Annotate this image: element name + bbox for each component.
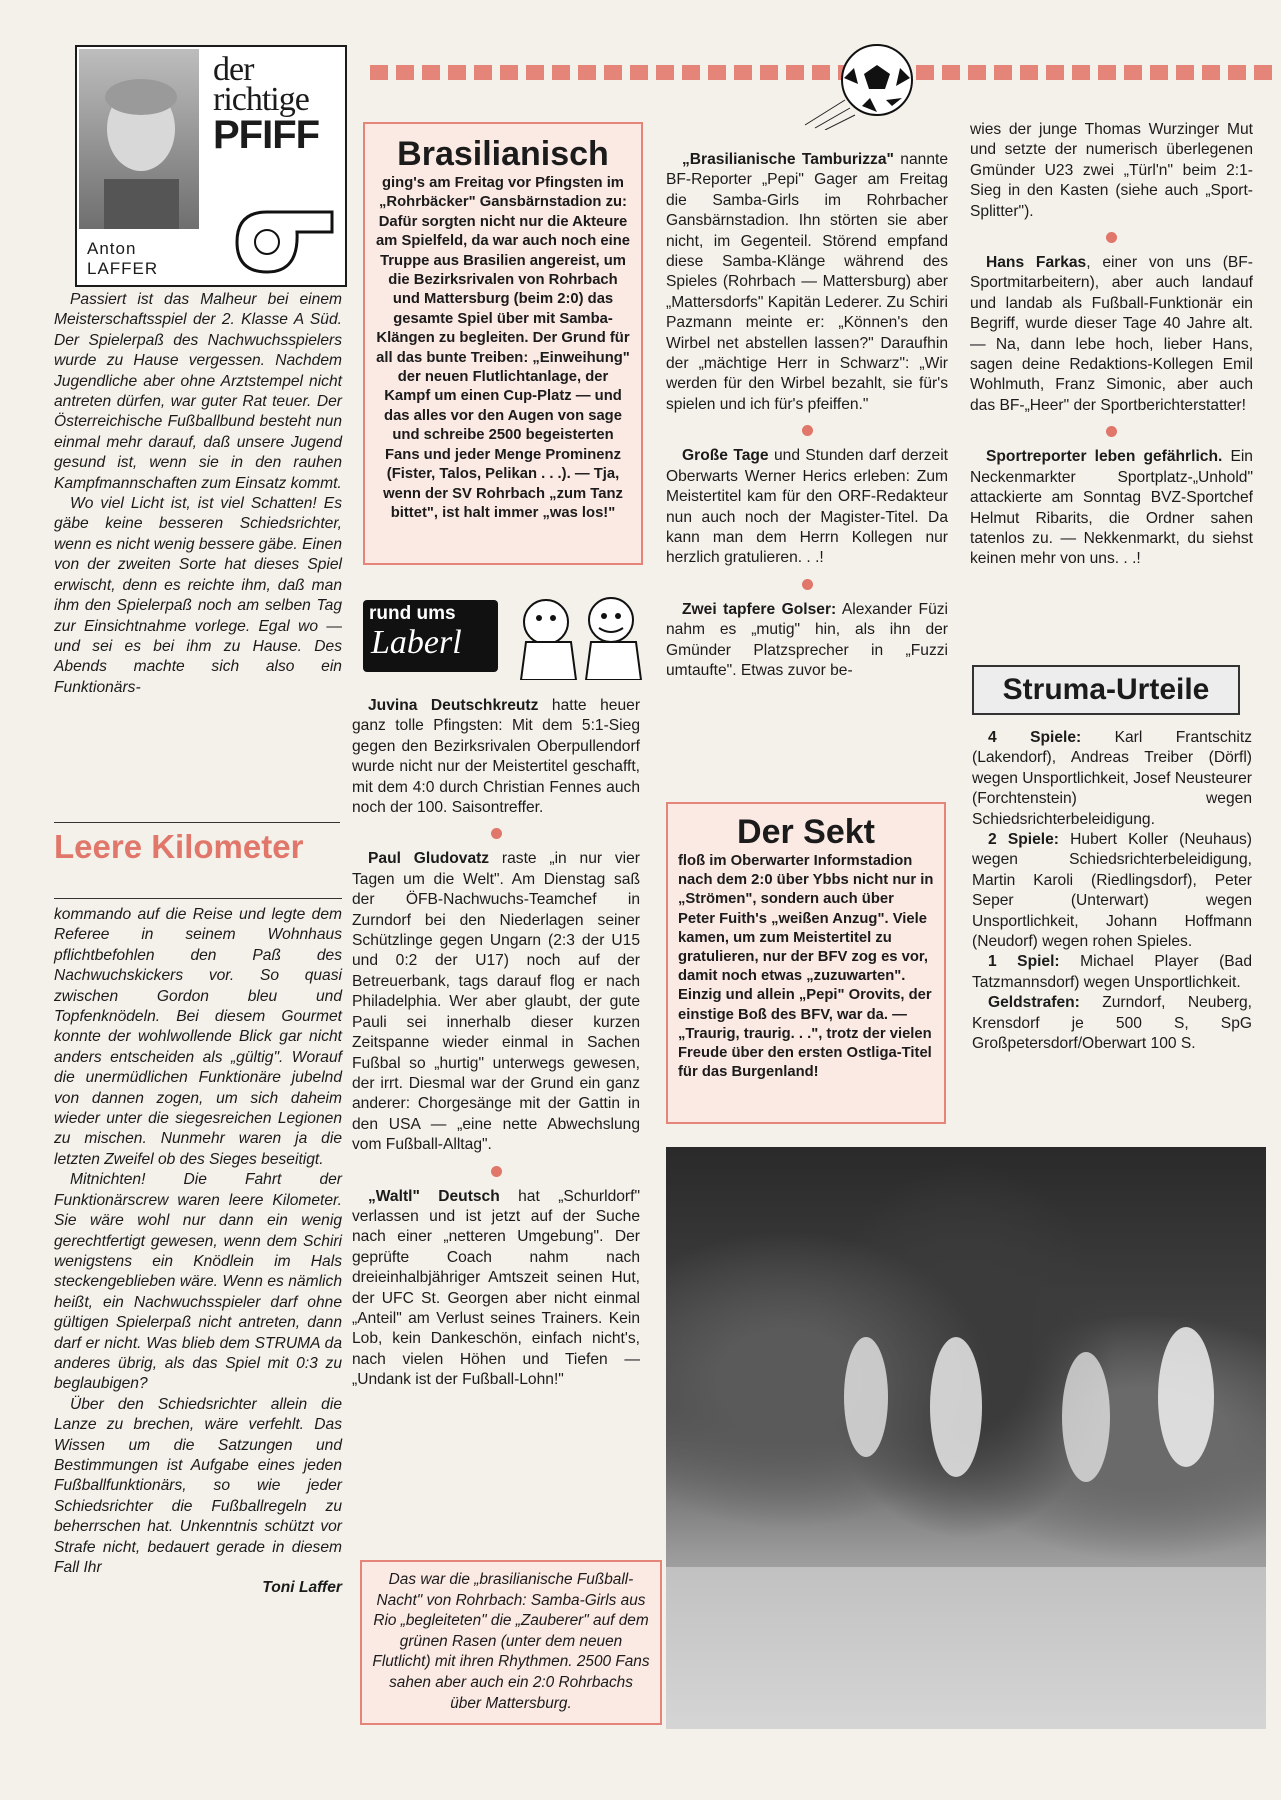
column2-item-lead: „Waltl" Deutsch [368, 1187, 500, 1205]
bullet-dot [1106, 232, 1117, 243]
column1-paragraph: Über den Schiedsrichter allein die Lanze zu brechen, wäre verfehlt. Das Wissen um die Satzungen und Bestimmungen ist Aufgabe eines jeden Fußballfunktionärs, so wie jeder Schiedsrichter die Fußballregeln zu beherrschen hat. Unkenntnis schützt vor Strafe nicht, bedauert gerade in diesem Fall Ihr [54, 1395, 342, 1576]
column3-item [666, 150, 948, 415]
cartoon-referees-icon [501, 592, 646, 680]
column2-item [352, 849, 640, 1155]
column2-item-text: hatte heuer ganz tolle Pfingsten: Mit dem 5:1-Sieg gegen den Bezirksrivalen Oberpullendorf wurde nicht nur der Meistertitel geschafft, mit dem 4:0 durch Christian Fennes auch noch der 100. Saisontreffer. [352, 697, 641, 817]
soccer-ball-icon [800, 40, 920, 130]
column1-paragraph: Wo viel Licht ist, ist viel Schatten! Es gäbe keine besseren Schiedsrichter, wenn es nicht wenig bessere gäbe. Einen von der zweiten Sorte hat dieses Spiel erwischt, denn es reichte ihm, daß man ihm den Spielerpaß noch am selben Tag zur Einsichtnahme vorlege. Egal wo — und sei es bei ihm zu Hause. Des Abends machte sich also ein Funktionärs- [54, 495, 342, 696]
column4-item-text: Ein Neckenmarkter Sportplatz-„Unhold" attackierte am Sonntag BVZ-Sportchef Helmut Ribarits, die Ordner sahen tatenlos zu. — Nekkenmarkt, du siehst keinen mehr von uns. . .! [970, 448, 1253, 568]
author-last-name: LAFFER [87, 259, 159, 278]
bullet-dot [1106, 426, 1117, 437]
struma-entry [972, 830, 1252, 952]
struma-entry [972, 993, 1252, 1054]
column1-paragraph: kommando auf die Reise und legte dem Referee in seinem Wohnhaus pflichtbefohlen den Paß des Nachwuchskickers vor. So quasi zwischen Gordon bleu und Topfenknödeln. Bei diesem Gourmet konnte der wohlwollende Blick gar nicht anders entscheiden als „gültig". Worauf die unermüdlichen Funktionäre jubelnd von dannen zogen, um sich daheim wieder unter die siegesreichen Legionen zu mischen. Nunmehr waren ja die letzten Zweifel ob des Sieges beseitigt. [54, 906, 342, 1168]
column2-item-lead: Juvina Deutschkreutz [368, 697, 539, 714]
column3-item-lead: „Brasilianische Tamburizza" [682, 151, 894, 168]
column4-item-lead: Hans Farkas [986, 254, 1087, 272]
column2-item-text: hat „Schurldorf" verlassen und ist jetzt auf der Suche nach einer „netteren Umgebung". Der geprüfte Coach nahm nach dreieinhalbjähriger Amtszeit seinen Hut, der UFC St. Georgen aber nicht einmal „Anteil" am Verlust seines Trainers. Kein Lob, kein Dankeschön, einfach nicht's, nach vielen Höhen und Tiefen — „Undank ist der Fußball-Lohn!" [352, 1187, 640, 1389]
column3-item [666, 600, 948, 682]
struma-entry-text: Michael Player (Bad Tatzmannsdorf) wegen Unsportlichkeit. [972, 953, 1253, 991]
column1-body-a [54, 290, 342, 698]
signature: Toni Laffer [262, 1579, 342, 1597]
logo-line2: Laberl [371, 624, 462, 661]
section-title-leere-kilometer [54, 822, 340, 865]
struma-entry-lead: 2 Spiele: [988, 831, 1059, 849]
header-word-richtige: richtige [213, 81, 309, 118]
photo-caption: Das war die „brasilianische Fußball-Nacht" von Rohrbach: Samba-Girls aus Rio „begleiteten" die „Zauberer" auf dem grünen Rasen (unter dem neuen Flutlicht) mit ihren Rhythmen. 2500 Fans sahen aber auch ein 2:0 Rohrbachs über Mattersburg. [372, 1571, 650, 1712]
leere-kilometer-heading: Leere Kilometer [54, 828, 304, 865]
author-first-name: Anton [87, 239, 137, 258]
struma-entry-text: Zurndorf, Neuberg, Krensdorf je 500 S, SpG Großpetersdorf/Oberwart 100 S. [972, 994, 1252, 1053]
column3-item-lead: Zwei tapfere Golser: [682, 600, 837, 618]
struma-entry [972, 728, 1252, 830]
column1-body-b [54, 898, 342, 1599]
struma-body [972, 728, 1252, 1055]
bullet-dot [491, 828, 502, 839]
whistle-icon [227, 197, 337, 277]
box-der-sekt-text: floß im Oberwarter Informstadion nach dem 2:0 über Ybbs nicht nur in „Strömen", sondern auch über Peter Fuith's „weißen Anzug". Viele kamen, um zum Meistertitel zu gratulieren, nur der BFV zog es vor, damit noch etwas „zuzuwarten". Einzig und allein „Pepi" Orovits, der einstige Boß des BFV, war da. — „Traurig, traurig. . .", trotz der vielen Freude über den ersten Ostliga-Titel für das Burgenland! [678, 853, 934, 1081]
column4-item-lead: Sportreporter leben gefährlich. [986, 448, 1223, 466]
column4-item [970, 120, 1253, 222]
struma-entry-lead: Geldstrafen: [988, 994, 1080, 1012]
column4-item [970, 253, 1253, 416]
struma-title-box [972, 665, 1240, 715]
column2-item-lead: Paul Gludovatz [368, 850, 490, 868]
bullet-dot [491, 1166, 502, 1177]
logo-line1: rund ums [369, 603, 456, 624]
column2-body [352, 696, 640, 1391]
struma-title: Struma-Urteile [1002, 673, 1210, 706]
column3-item-text: nannte BF-Reporter „Pepi" Gager am Freitag die Samba-Girls im Rohrbacher Gansbärnstadion. Ihn störten sie aber nicht, im Gegenteil. Störend empfand diese Samba-Klänge während des Spieles (Rohrbach — Mattersburg) aber „Mattersdorfs" Kapitän Lederer. Zu Schiri Pazmann meinte er: „Können's den Wirbel net abstellen lassen?" Daraufhin der „mächtige Herr in Schwarz": „Wir werden für den Wirbel bezahlt, sie für's spielen und ich für's pfeiffen." [666, 151, 949, 413]
column4-item [970, 447, 1253, 569]
author-photo [79, 49, 199, 229]
samba-dancers-photo [666, 1147, 1266, 1729]
bullet-dot [802, 425, 813, 436]
struma-entry [972, 952, 1252, 993]
column4-item-text: , einer von uns (BF-Sportmitarbeitern), aber auch landauf und landab als Fußball-Funktionär ein Begriff, wurde dieser Tage 40 Jahre alt. — Na, dann lebe hoch, lieber Hans, sagen deine Redaktions-Kollegen Emil Wohlmuth, Franz Simonic, aber auch das BF-„Heer" der Sportberichterstatter! [970, 254, 1254, 414]
photo-caption-box [360, 1560, 662, 1725]
box-brasilianisch-title: Brasilianisch [397, 135, 609, 173]
struma-entry-text: Karl Frantschitz (Lakendorf), Andreas Treiber (Dörfl) wegen Unsportlichkeit, Josef Neusteurer (Forchtenstein) wegen Schiedsrichterbeleidigung. [972, 729, 1252, 828]
column3-item-text: Alexander Füzi nahm es „mutig" hin, als ihn der Gmünder Platzsprecher in „Fuzzi umtaufte". Etwas zuvor be- [666, 600, 948, 679]
column2-item [352, 1187, 640, 1391]
column1-paragraph: Mitnichten! Die Fahrt der Funktionärscrew waren leere Kilometer. Sie wäre wohl nur dann ein wenig gerechtfertigt gewesen, wenn dem Schiri wenigstens ein Knödlein im Hals steckengeblieben wäre. Wenn es nämlich heißt, ein Nachwuchsspieler darf ohne gültigen Spielerpaß nicht antreten, dann darf er nicht. Was blieb dem STRUMA da anderes übrig, als das Spiel mit 0:3 zu beglaubigen? [54, 1171, 342, 1393]
box-brasilianisch-text: ging's am Freitag vor Pfingsten im „Rohrbäcker" Gansbärnstadion zu: Dafür sorgten nicht nur die Akteure am Spielfeld, da war auch noch eine Truppe aus Brasilien angereist, um die Bezirksrivalen von Rohrbach und Mattersburg (beim 2:0) das gesamte Spiel über mit Samba-Klängen zu begleiten. Der Grund für all das bunte Treiben: „Einweihung" der neuen Flutlichtanlage, der Kampf um einen Cup-Platz — und das alles vor den Augen von sage und schreibe 2500 begeisterten Fans und jeder Menge Prominenz (Fister, Talos, Pelikan . . .). — Tja, wenn der SV Rohrbach „zum Tanz bittet", ist halt immer „was los!" [375, 175, 631, 521]
header-word-pfiff: PFIFF [213, 113, 320, 157]
column4-item-text: wies der junge Thomas Wurzinger Mut und setzte der numerisch überlegenen Gmünder U23 zwei „Türl'n" beim 2:1-Sieg in den Kasten (siehe auch „Sport-Splitter"). [970, 121, 1253, 220]
column3-item [666, 446, 948, 568]
box-brasilianisch [363, 122, 643, 565]
struma-entry-text: Hubert Koller (Neuhaus) wegen Schiedsrichterbeleidigung, Martin Karoli (Riedlingsdorf), Peter Seper (Unterwart) wegen Unsportlichkeit, Johann Hoffmann (Neudorf) wegen rohen Spieles. [972, 831, 1252, 951]
struma-entry-lead: 4 Spiele: [988, 729, 1082, 746]
box-der-sekt [666, 802, 946, 1124]
header-word-der: der [213, 51, 254, 88]
column2-item-text: raste „in nur vier Tagen um die Welt". Am Dienstag saß der ÖFB-Nachwuchs-Teamchef in Zurndorf bei den Niederlagen seiner Schützlinge gegen Ungarn (2:3 der U15 und 0:2 der U17) noch auf der Betreuerbank, tags darauf flog er nach Philadelphia. Wer aber glaubt, der gute Pauli sei innerhalb dieser kurzen Zeitspanne wieder einmal in Sachen Fußbal so „hurtig" unterwegs gewesen, der irrt. Diesmal war der Grund ein ganz anderer: Chorgesänge mit der Gattin in den USA — „eine nette Abwechslung vom Fußball-Alltag". [352, 850, 640, 1154]
box-der-sekt-title: Der Sekt [737, 813, 875, 851]
column4-body [970, 120, 1253, 570]
bullet-dot [802, 579, 813, 590]
column2-item [352, 696, 640, 818]
column-header-box [75, 45, 347, 287]
rund-ums-laberl-logo [363, 592, 645, 680]
column3-item-text: und Stunden darf derzeit Oberwarts Werner Herics erleben: Zum Meistertitel kam für den ORF-Redakteur nun auch noch der Magister-Titel. Da kann man dem Herrn Kollegen nur herzlich gratulieren. . .! [666, 447, 948, 567]
column3-item-lead: Große Tage [682, 447, 769, 465]
column1-paragraph: Passiert ist das Malheur bei einem Meisterschaftsspiel der 2. Klasse A Süd. Der Spielerpaß des Nachwuchsspielers wurde zu Hause vergessen. Nachdem Jugendliche aber ohne Arztstempel nicht antreten dürfen, war guter Rat teuer. Der Österreichische Fußballbund besteht nun einmal mehr darauf, daß unsere Jugend gesund ist, wenn sie in den rauhen Kampfmannschaften zum Einsatz kommt. [54, 291, 342, 492]
column3-body [666, 150, 948, 681]
struma-entry-lead: 1 Spiel: [988, 953, 1060, 971]
